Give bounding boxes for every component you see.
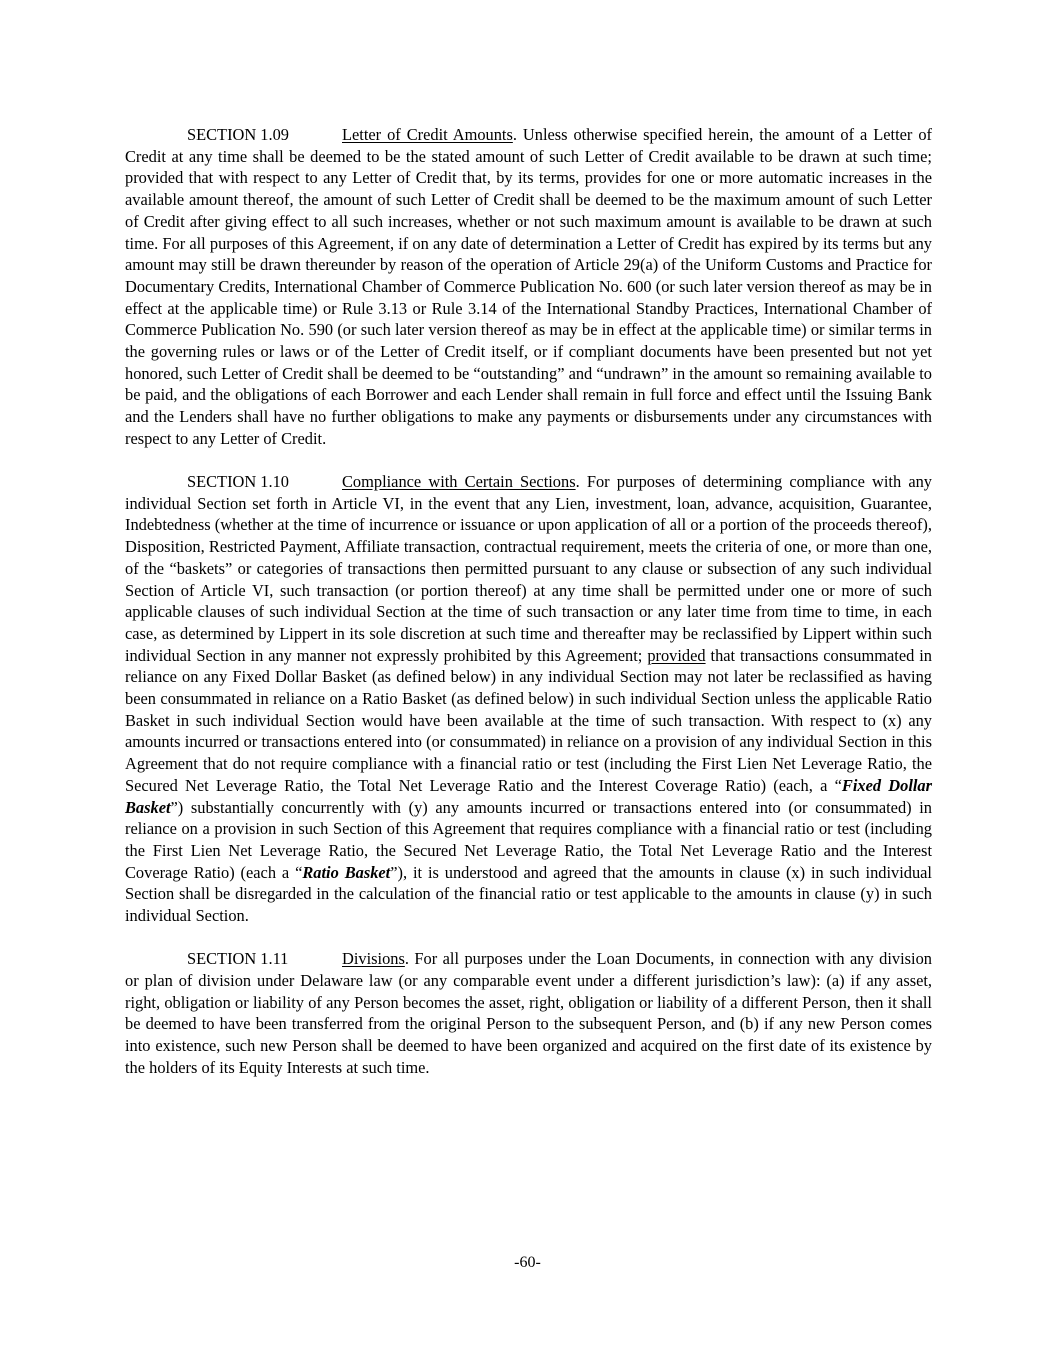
section-title: Compliance with Certain Sections — [342, 472, 576, 492]
section-body: For all purposes under the Loan Documents, in connection with any division or plan of division under Delaware law (or any comparable event under a different jurisdiction’s law): (a) if any asset, right, obligation or liability of any Person becomes the asset, right, obligation or liability of a different Person, then it shall be deemed to have been transferred from the original Person to the subsequent Person, and (b) if any new Person comes into existence, such new Person shall be deemed to have been organized and acquired on the first date of its existence by the holders of its Equity Interests at such time. — [125, 949, 932, 1077]
title-punctuation: . — [512, 125, 523, 144]
defined-term-ratio-basket: Ratio Basket — [302, 862, 391, 882]
page-number: -60- — [514, 1254, 541, 1271]
section-number: SECTION 1.09 — [187, 125, 289, 144]
section-body: Unless otherwise specified herein, the amount of a Letter of Credit at any time shall be deemed to be the stated amount of such Letter of Credit available to be drawn at such time; provided that with respect to any Letter of Credit that, by its terms, provides for one or more automatic increases in the available amount thereof, the amount of such Letter of Credit shall be deemed to be the maximum amount of such Letter of Credit after giving effect to all such increases, whether or not such maximum amount is available to be drawn at such time. For all purposes of this Agreement, if on any date of determination a Letter of Credit has expired by its terms but any amount may still be drawn thereunder by reason of the operation of Article 29(a) of the Uniform Customs and Practice for Documentary Credits, International Chamber of Commerce Publication No. 600 (or such later version thereof as may be in effect at the applicable time) or Rule 3.13 or Rule 3.14 of the International Standby Practices, International Chamber of Commerce Publication No. 590 (or such later version thereof as may be in effect at the applicable time) or similar terms in the governing rules or laws or of the Letter of Credit itself, or if compliant documents have been presented but not yet honored, such Letter of Credit shall be deemed to be “outstanding” and “undrawn” in the amount so remaining available to be paid, and the obligations of each Borrower and each Lender shall remain in full force and effect until the Issuing Bank and the Lenders shall have no further obligations to make any payments or disbursements under any circumstances with respect to any Letter of Credit. — [125, 125, 932, 448]
section-body-part-4: ”), it is understood and agreed that the amounts in clause (x) in such individual Section shall be disregarded in the calculation of the financial ratio or test applicable to the amounts in clause (y) in such individual Section. — [125, 862, 932, 926]
section-number: SECTION 1.10 — [187, 472, 289, 492]
section-body-part-3: ”) substantially concurrently with (y) any amounts incurred or transactions entered into (or consummated) in reliance on a provision in such Section of this Agreement that requires compliance with a financial ratio or test (including the First Lien Net Leverage Ratio, the Secured Net Leverage Ratio, the Total Net Leverage Ratio and the Interest Coverage Ratio) (each a “ — [125, 797, 932, 882]
title-punctuation: . — [404, 949, 415, 969]
defined-term-fixed-dollar-basket: Fixed Dollar Basket — [125, 775, 932, 817]
section-body-part-2: that transactions consummated in reliance on any Fixed Dollar Basket (as defined below) in any individual Section may not later be reclassified as having been consummated in reliance on a Ratio Basket (as defined below) in such individual Section unless the applicable Ratio Basket in such individual Section would have been available at the time of such transaction. With respect to (x) any amounts incurred or transactions entered into (or consummated) in reliance on a provision of any individual Section in this Agreement that do not require compliance with a financial ratio or test (including the First Lien Net Leverage Ratio, the Secured Net Leverage Ratio, the Total Net Leverage Ratio and the Interest Coverage Ratio) (each, a “ — [125, 645, 932, 795]
section-number: SECTION 1.11 — [187, 949, 289, 969]
title-punctuation: . — [575, 472, 587, 492]
section-title: Divisions — [342, 949, 405, 969]
section-title: Letter of Credit Amounts — [342, 125, 513, 144]
section-body-part-1: For purposes of determining compliance with any individual Section set forth in Article VI, in the event that any Lien, investment, loan, advance, acquisition, Guarantee, Indebtedness (whether at the time of incurrence or issuance or upon application of all or a portion of the proceeds thereof), Disposition, Restricted Payment, Affiliate transaction, contractual requirement, meets the criteria of one, or more than one, of the “baskets” or categories of transactions then permitted pursuant to any clause or subsection of any such individual Section of Article VI, such transaction (or portion thereof) at any time shall be permitted under one or more of such applicable clauses of such individual Section at the time of such transaction or any later time from time to time, in each case, as determined by Lippert in its sole discretion at such time and thereafter may be reclassified by Lippert within such individual Section in any manner not expressly prohibited by this Agreement; — [125, 472, 932, 665]
section-1-09 — [125, 124, 932, 450]
provided-term: provided — [647, 645, 706, 665]
section-1-11 — [125, 948, 932, 1078]
document-page — [125, 124, 932, 1100]
section-1-10 — [125, 471, 932, 927]
